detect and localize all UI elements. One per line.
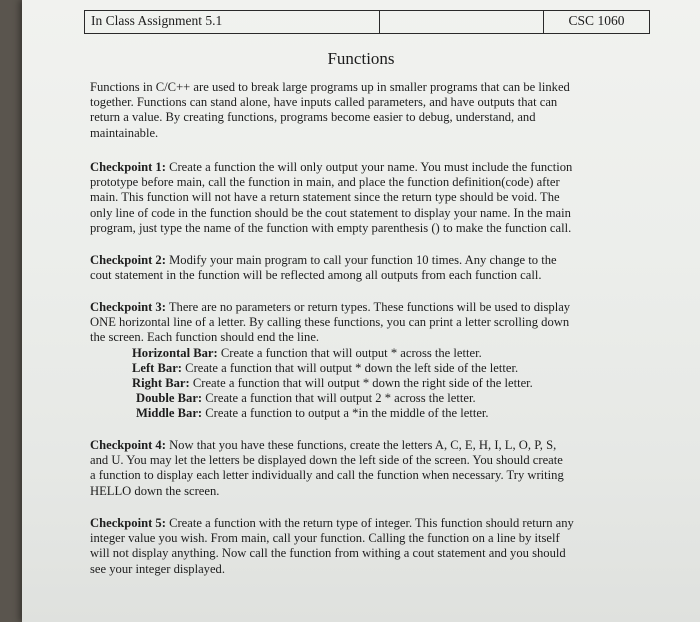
checkpoint-4-text: Now that you have these functions, create the letters A, C, E, H, I, L, O, P, S, <box>165 438 557 452</box>
intro-line: together. Functions can stand alone, have inputs called parameters, and have outputs that can <box>90 95 558 110</box>
bar-item-horizontal <box>90 346 630 361</box>
bar-item-text: Create a function to output a *in the middle of the letter. <box>202 406 489 421</box>
checkpoint-2-first-line <box>90 253 630 268</box>
checkpoint-4-line: and U. You may let the letters be displayed down the left side of the screen. You should create <box>90 453 563 468</box>
checkpoint-3 <box>90 300 630 422</box>
checkpoint-2-line: cout statement in the function will be reflected among all outputs from each function call. <box>90 268 542 283</box>
intro-line: maintainable. <box>90 125 159 140</box>
checkpoint-5-line: integer value you wish. From main, call your function. Calling the function on a line by itself <box>90 531 560 546</box>
checkpoint-1-label: Checkpoint 1: <box>90 160 166 174</box>
checkpoint-2-text: Modify your main program to call your function 10 times. Any change to the <box>165 253 557 267</box>
intro-line: Functions in C/C++ are used to break large programs up in smaller programs that can be linked <box>90 80 570 94</box>
checkpoint-3-line: the screen. Each function should end the line. <box>90 330 320 345</box>
checkpoint-1-line: main. This function will not have a return statement since the return type should be void. The <box>90 190 560 205</box>
checkpoint-5-line: see your integer displayed. <box>90 561 225 576</box>
bar-item-text: Create a function that will output * down the right side of the letter. <box>189 375 533 390</box>
bar-item-label: Left Bar: <box>132 360 183 375</box>
checkpoint-5 <box>90 516 630 577</box>
bar-item-double <box>90 391 630 406</box>
intro-paragraph <box>90 80 630 141</box>
checkpoint-3-text: There are no parameters or return types. These functions will be used to display <box>165 300 571 314</box>
checkpoint-2-label: Checkpoint 2: <box>90 253 166 267</box>
header-course-cell <box>544 11 649 33</box>
checkpoint-1 <box>90 160 630 236</box>
bar-item-left <box>90 361 630 376</box>
checkpoint-1-line: program, just type the name of the function with empty parenthesis () to make the function call. <box>90 220 572 235</box>
bar-item-middle <box>90 406 630 421</box>
intro-line: return a value. By creating functions, programs become easier to debug, understand, and <box>90 110 536 125</box>
checkpoint-1-line: prototype before main, call the function in main, and place the function definition(code) after <box>90 175 560 190</box>
checkpoint-4-label: Checkpoint 4: <box>90 438 166 452</box>
bar-item-text: Create a function that will output 2 * across the letter. <box>202 391 476 406</box>
checkpoint-5-text: Create a function with the return type of integer. This function should return any <box>165 516 574 530</box>
document-page <box>22 0 700 622</box>
checkpoint-3-first-line <box>90 300 630 315</box>
header-assignment-cell <box>85 11 380 33</box>
checkpoint-4-line: a function to display each letter individually and call the function when necessary. Try writing <box>90 468 564 483</box>
bar-item-text: Create a function that will output * down the left side of the letter. <box>182 360 519 375</box>
checkpoint-5-line: will not display anything. Now call the function from withing a cout statement and you should <box>90 546 566 561</box>
bar-item-label: Right Bar: <box>132 375 190 390</box>
bar-item-label: Double Bar: <box>136 391 203 406</box>
header-empty-cell <box>380 11 544 33</box>
checkpoint-3-line: ONE horizontal line of a letter. By calling these functions, you can print a letter scrolling down <box>90 315 570 330</box>
checkpoint-4 <box>90 438 630 499</box>
page-title: Functions <box>327 49 395 68</box>
header-table <box>84 10 650 34</box>
checkpoint-1-line: only line of code in the function should be the cout statement to display your name. In the main <box>90 205 571 220</box>
bar-item-label: Horizontal Bar: <box>132 345 218 360</box>
checkpoint-5-first-line <box>90 516 630 531</box>
assignment-title: In Class Assignment 5.1 <box>91 13 223 28</box>
checkpoint-1-text: Create a function the will only output your name. You must include the function <box>165 160 573 174</box>
bar-item-text: Create a function that will output * across the letter. <box>217 345 482 360</box>
checkpoint-4-line: HELLO down the screen. <box>90 483 220 498</box>
checkpoint-3-label: Checkpoint 3: <box>90 300 166 314</box>
checkpoint-1-first-line <box>90 160 630 175</box>
course-code: CSC 1060 <box>568 13 625 28</box>
bar-item-label: Middle Bar: <box>136 406 203 421</box>
checkpoint-4-first-line <box>90 438 630 453</box>
bar-item-right <box>90 376 630 391</box>
checkpoint-5-label: Checkpoint 5: <box>90 516 166 530</box>
checkpoint-2 <box>90 253 630 283</box>
